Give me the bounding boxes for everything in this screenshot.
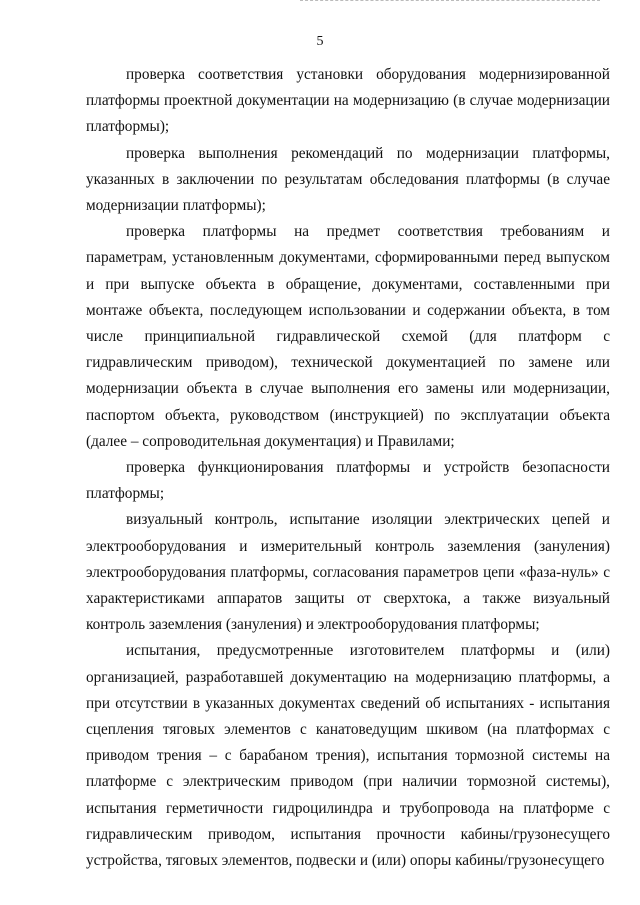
- scan-edge-line: [300, 0, 600, 3]
- paragraph-6: испытания, предусмотренные изготовителем платформы и (или) организацией, разработавшей документацию на модернизацию платформы, а при отсутствии в указанных документах сведений об испытаниях - испытания сцепления тяговых элементов с канатоведущим шкивом (на платформах с приводом трения – с барабаном трения), испытания тормозной системы на платформе с электрическим приводом (при наличии тормозной системы), испытания герметичности гидроцилиндра и трубопровода на платформе с гидравлическим приводом, испытания прочности кабины/грузонесущего устройства, тяговых элементов, подвески и (или) опоры кабины/грузонесущего: [86, 642, 610, 870]
- paragraph-4: проверка функционирования платформы и устройств безопасности платформы;: [86, 459, 610, 503]
- document-body: [86, 62, 610, 874]
- page-number: 5: [316, 34, 324, 49]
- paragraph-3: проверка платформы на предмет соответствия требованиям и параметрам, установленным документами, сформированными перед выпуском и при выпуске объекта в обращение, документами, составленными при монтаже объекта, последующем использовании и содержании объекта, в том числе принципиальной гидравлической схемой (для платформ с гидравлическим приводом), технической документацией по замене или модернизации объекта в случае выполнения его замены или модернизации, паспортом объекта, руководством (инструкцией) по эксплуатации объекта (далее – сопроводительная документация) и Правилами;: [86, 223, 610, 450]
- paragraph-5: визуальный контроль, испытание изоляции электрических цепей и электрооборудования и измерительный контроль заземления (зануления) электрооборудования платформы, согласования параметров цепи «фаза-нуль» с характеристиками аппаратов защиты от сверхтока, а также визуальный контроль заземления (зануления) и электрооборудования платформы;: [86, 511, 610, 634]
- paragraph-1: проверка соответствия установки оборудования модернизированной платформы проектной документации на модернизацию (в случае модернизации платформы);: [86, 66, 610, 136]
- paragraph-2: проверка выполнения рекомендаций по модернизации платформы, указанных в заключении по результатам обследования платформы (в случае модернизации платформы);: [86, 144, 610, 215]
